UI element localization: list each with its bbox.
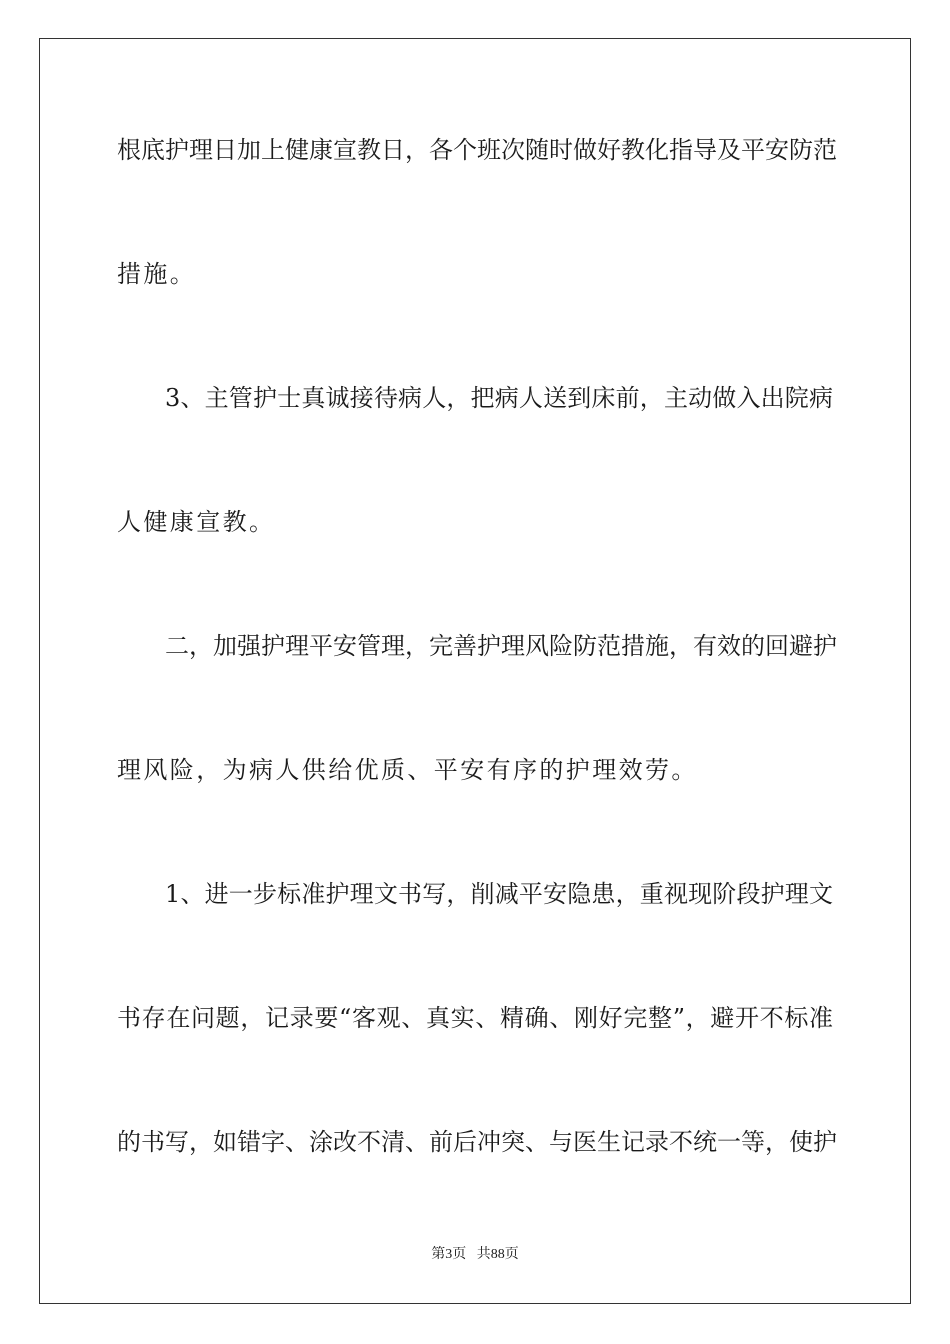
page-footer (0, 1246, 950, 1264)
paragraph-line-7: 1、进一步标准护理文书写，削减平安隐患，重视现阶段护理文 (165, 880, 833, 908)
paragraph-line-5: 二，加强护理平安管理，完善护理风险防范措施，有效的回避护 (165, 632, 837, 660)
paragraph-line-2: 措施。 (117, 260, 197, 288)
paragraph-line-3: 3、主管护士真诚接待病人，把病人送到床前，主动做入出院病 (165, 384, 833, 412)
paragraph-line-1: 根底护理日加上健康宣教日，各个班次随时做好教化指导及平安防范 (117, 136, 837, 164)
paragraph-line-6: 理风险，为病人供给优质、平安有序的护理效劳。 (117, 756, 698, 784)
paragraph-line-8: 书存在问题，记录要“客观、真实、精确、刚好完整”，避开不标准 (117, 1004, 833, 1032)
page-frame (39, 38, 911, 1304)
paragraph-line-9: 的书写，如错字、涂改不清、前后冲突、与医生记录不统一等，使护 (117, 1128, 837, 1156)
page-number: 第3页 (431, 1247, 467, 1262)
page-total: 共88页 (476, 1247, 519, 1262)
paragraph-line-4: 人健康宣教。 (117, 508, 276, 536)
